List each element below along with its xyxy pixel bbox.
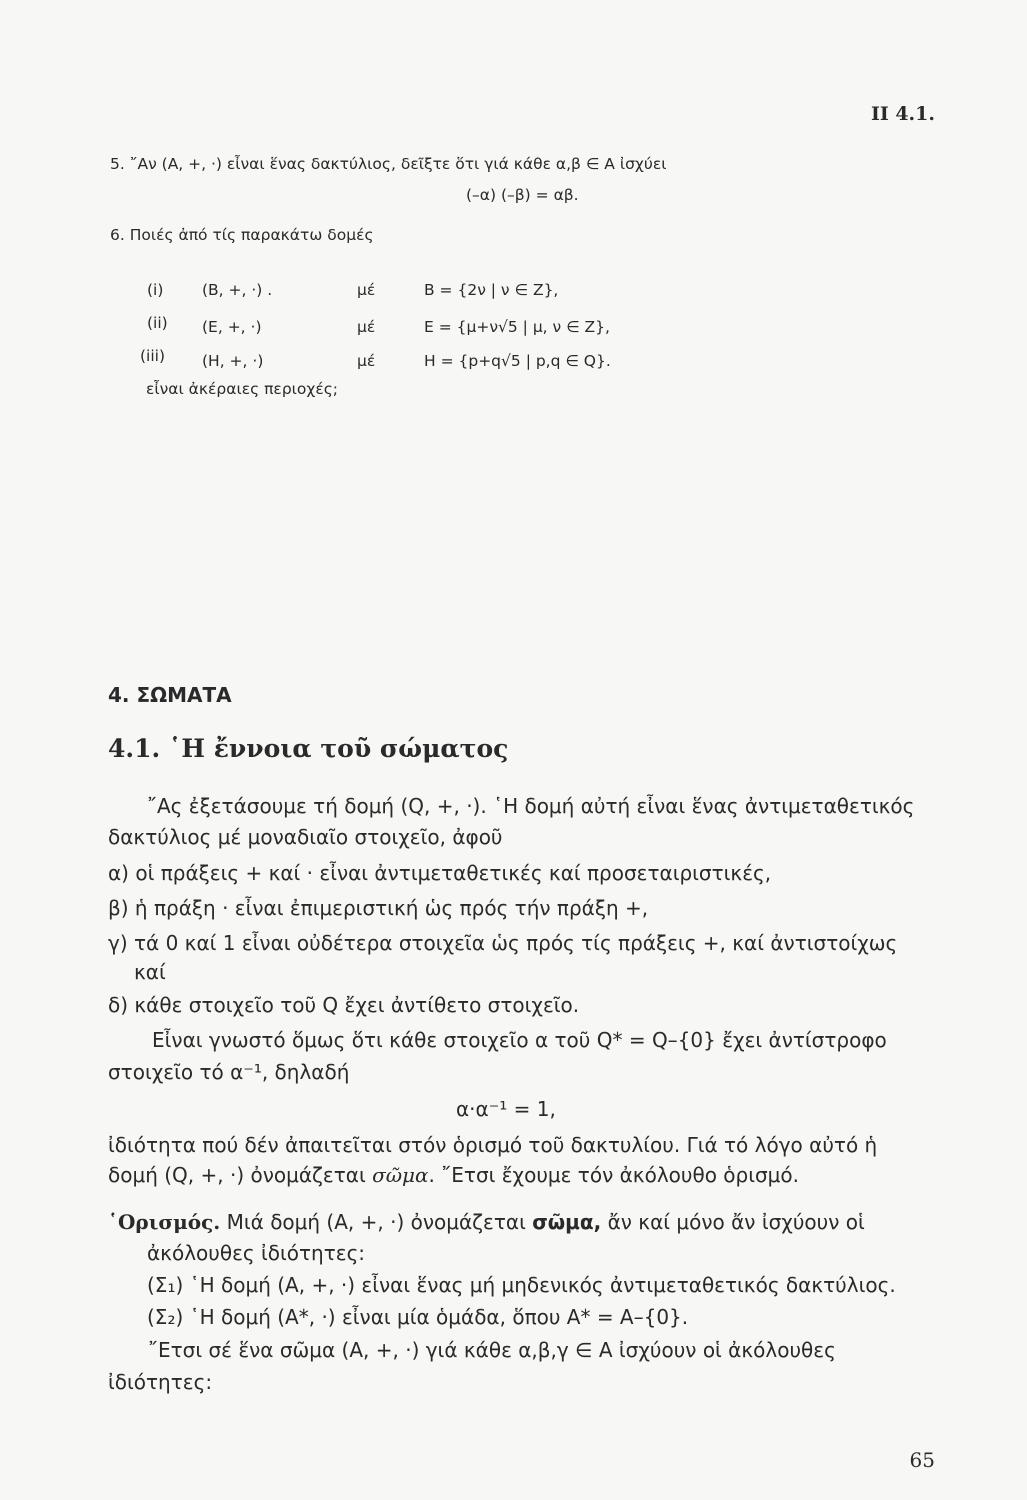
running-head: II 4.1. — [870, 103, 935, 125]
item-iii-num: (iii) — [140, 347, 166, 365]
exercise-5-text: 5. ῎Αν (Α, +, ·) εἶναι ἕνας δακτύλιος, δεῖξτε ὅτι γιά κάθε α,β ∈ Α ἰσχύει — [110, 155, 667, 173]
item-gamma-line-1: γ) τά 0 καί 1 εἶναι οὐδέτερα στοιχεῖα ὡς πρός τίς πράξεις +, καί ἀντιστοίχως — [108, 931, 898, 955]
item-i-num: (i) — [147, 281, 164, 299]
item-delta: δ) κάθε στοιχεῖο τοῦ Q ἔχει ἀντίθετο στοιχεῖο. — [108, 993, 580, 1017]
paragraph-4-line-1: ῎Ετσι σέ ἕνα σῶμα (Α, +, ·) γιά κάθε α,β,γ ∈ Α ἰσχύουν οἱ ἀκόλουθες — [148, 1338, 836, 1362]
paragraph-4-line-2: ἰδιότητες: — [108, 1370, 213, 1394]
subsection-title: 4.1. ῾Η ἔννοια τοῦ σώματος — [108, 734, 509, 763]
section-title: 4. ΣΩΜΑΤΑ — [108, 683, 232, 707]
definition-label: ῾Ορισμός. — [108, 1210, 221, 1234]
item-i-structure: (B, +, ·) . — [202, 281, 273, 299]
paragraph-1-line-2: δακτύλιος μέ μοναδιαῖο στοιχεῖο, ἀφοῦ — [108, 825, 503, 849]
paragraph-3-line-2 — [108, 1163, 799, 1187]
item-gamma-line-2: καί — [134, 960, 166, 984]
exercise-6-question: εἶναι ἀκέραιες περιοχές; — [146, 380, 339, 398]
item-ii-me: μέ — [357, 318, 376, 336]
item-ii-structure: (E, +, ·) — [202, 318, 262, 336]
exercise-5-formula: (–α) (–β) = αβ. — [466, 186, 579, 204]
term-soma-italic: σῶμα — [372, 1163, 429, 1187]
item-alpha: α) οἱ πράξεις + καί · εἶναι ἀντιμεταθετικές καί προσεταιριστικές, — [108, 861, 772, 885]
def-pre: Μιά δομή (Α, +, ·) ὀνομάζεται — [220, 1210, 533, 1234]
item-i-set: B = {2ν | ν ∈ Z}, — [424, 281, 559, 299]
item-i-me: μέ — [357, 281, 376, 299]
p3-post: . ῎Ετσι ἔχουμε τόν ἀκόλουθο ὁρισμό. — [428, 1163, 799, 1187]
page-number: 65 — [909, 1448, 935, 1472]
item-iii-me: μέ — [357, 352, 376, 370]
item-beta: β) ἡ πράξη · εἶναι ἐπιμεριστική ὡς πρός τήν πράξη +, — [108, 896, 649, 920]
paragraph-2-line-2: στοιχεῖο τό α⁻¹, δηλαδή — [108, 1060, 350, 1084]
paragraph-2-line-1: Εἶναι γνωστό ὅμως ὅτι κάθε στοιχεῖο α τοῦ Q* = Q–{0} ἔχει ἀντίστροφο — [152, 1028, 887, 1052]
item-ii-num: (ii) — [147, 314, 168, 332]
p3-pre: δομή (Q, +, ·) ὀνομάζεται — [108, 1163, 373, 1187]
axiom-s1: (Σ₁) ῾Η δομή (Α, +, ·) εἶναι ἕνας μή μηδενικός ἀντιμεταθετικός δακτύλιος. — [147, 1273, 896, 1297]
definition-line-1 — [108, 1210, 865, 1234]
item-iii-set: H = {p+q√5 | p,q ∈ Q}. — [424, 352, 611, 370]
inverse-formula: α·α⁻¹ = 1, — [456, 1097, 556, 1121]
item-iii-structure: (H, +, ·) — [202, 352, 264, 370]
item-ii-set: E = {μ+ν√5 | μ, ν ∈ Z}, — [424, 318, 610, 336]
term-soma-bold: σῶμα, — [532, 1210, 602, 1234]
exercise-6-intro: 6. Ποιές ἀπό τίς παρακάτω δομές — [110, 226, 374, 244]
definition-line-2: ἀκόλουθες ἰδιότητες: — [147, 1241, 366, 1265]
paragraph-1-line-1: ῎Ας ἐξετάσουμε τή δομή (Q, +, ·). ῾Η δομή αὐτή εἶναι ἕνας ἀντιμεταθετικός — [147, 794, 915, 818]
paragraph-3-line-1: ἰδιότητα πού δέν ἀπαιτεῖται στόν ὁρισμό τοῦ δακτυλίου. Γιά τό λόγο αὐτό ἡ — [108, 1133, 878, 1157]
axiom-s2: (Σ₂) ῾Η δομή (Α*, ·) εἶναι μία ὁμάδα, ὅπου Α* = Α–{0}. — [147, 1305, 689, 1329]
def-post: ἄν καί μόνο ἄν ἰσχύουν οἱ — [601, 1210, 865, 1234]
